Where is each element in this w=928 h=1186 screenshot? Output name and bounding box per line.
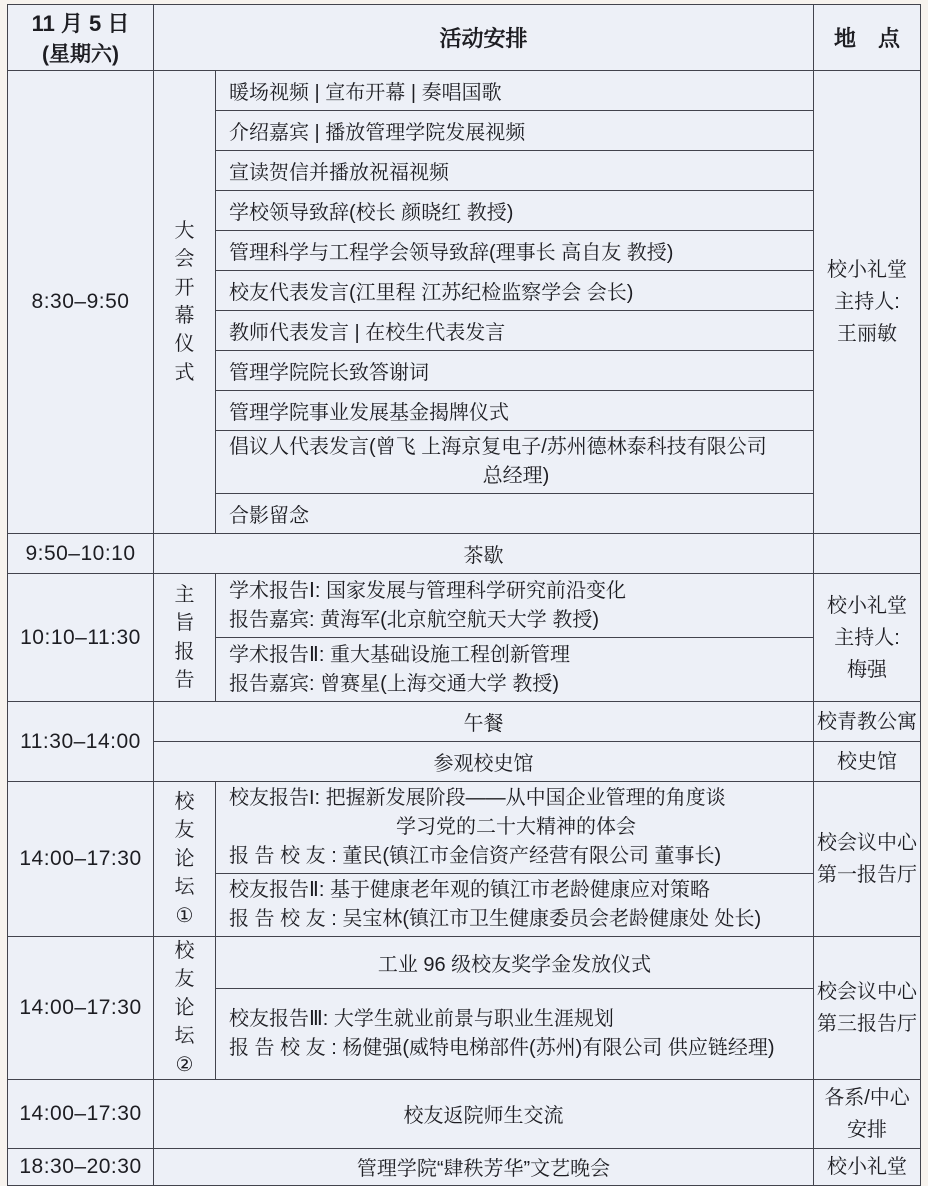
location-line: 梅强 bbox=[847, 658, 888, 681]
return-activity-cell: 校友返院师生交流 bbox=[154, 1079, 814, 1148]
talk-title-wrap: 学习党的二十大精神的体会 bbox=[396, 816, 636, 838]
keynote-section-label-cell bbox=[154, 574, 216, 702]
keynote-location-cell bbox=[814, 574, 921, 702]
header-weekday: (星期六) bbox=[42, 43, 119, 66]
activity-cell: 管理学院事业发展基金揭牌仪式 bbox=[216, 391, 814, 431]
talk-title: 校友报告I: 把握新发展阶段——从中国企业管理的角度谈 bbox=[229, 787, 726, 809]
activity-cell: 宣读贺信并播放祝福视频 bbox=[216, 151, 814, 191]
activity-cell: 管理学院院长致答谢词 bbox=[216, 351, 814, 391]
header-activity-cell: 活动安排 bbox=[154, 5, 814, 71]
keynote-row-1 bbox=[8, 574, 921, 638]
forum2-section-label-cell bbox=[154, 937, 216, 1080]
activity-cell: 管理科学与工程学会领导致辞(理事长 高自友 教授) bbox=[216, 231, 814, 271]
talk-speaker: 报 告 校 友 : 吴宝林(镇江市卫生健康委员会老龄健康处 处长) bbox=[229, 908, 762, 930]
forum1-time-cell: 14:00–17:30 bbox=[8, 782, 154, 937]
activity-cell bbox=[216, 431, 814, 494]
talk-speaker: 报告嘉宾: 曾赛星(上海交通大学 教授) bbox=[229, 672, 559, 695]
header-date-cell bbox=[8, 5, 154, 71]
forum1-section-label-cell bbox=[154, 782, 216, 937]
location-line: 各系/中心 bbox=[824, 1086, 910, 1109]
talk-title: 学术报告Ⅱ: 重大基础设施工程创新管理 bbox=[229, 643, 570, 666]
return-visit-row bbox=[8, 1079, 921, 1148]
talk-speaker: 报 告 校 友 : 杨健强(威特电梯部件(苏州)有限公司 供应链经理) bbox=[229, 1036, 775, 1059]
museum-location-cell: 校史馆 bbox=[814, 742, 921, 782]
forum1-row-1 bbox=[8, 782, 921, 874]
location-line: 安排 bbox=[847, 1118, 888, 1141]
tea-location-cell bbox=[814, 534, 921, 574]
header-location-cell: 地 点 bbox=[814, 5, 921, 71]
proposal-line-2: 总经理) bbox=[482, 465, 550, 487]
opening-location-cell bbox=[814, 71, 921, 534]
forum2-time-cell: 14:00–17:30 bbox=[8, 937, 154, 1080]
activity-cell bbox=[216, 988, 814, 1079]
location-line: 校小礼堂 bbox=[827, 259, 908, 281]
tea-activity-cell: 茶歇 bbox=[154, 534, 814, 574]
location-line: 校会议中心 bbox=[817, 980, 918, 1003]
forum1-section-label: 校友论坛① bbox=[174, 791, 195, 927]
activity-cell: 教师代表发言 | 在校生代表发言 bbox=[216, 311, 814, 351]
return-location-cell bbox=[814, 1079, 921, 1148]
activity-cell bbox=[216, 874, 814, 937]
gala-activity-cell: 管理学院“肆秩芳华”文艺晚会 bbox=[154, 1148, 814, 1185]
forum1-location-cell bbox=[814, 782, 921, 937]
opening-time-cell: 8:30–9:50 bbox=[8, 71, 154, 534]
ceremony-activity-cell: 工业 96 级校友奖学金发放仪式 bbox=[216, 937, 814, 989]
location-line: 第一报告厅 bbox=[817, 864, 918, 886]
forum2-row-1 bbox=[8, 937, 921, 989]
location-line: 校会议中心 bbox=[817, 832, 918, 854]
header-row bbox=[8, 5, 921, 71]
location-line: 主持人: bbox=[834, 291, 900, 313]
return-time-cell: 14:00–17:30 bbox=[8, 1079, 154, 1148]
opening-section-label-cell bbox=[154, 71, 216, 534]
proposal-line-1: 倡议人代表发言(曾飞 上海京复电子/苏州德林泰科技有限公司 bbox=[229, 436, 767, 458]
activity-cell bbox=[216, 638, 814, 702]
activity-cell: 暖场视频 | 宣布开幕 | 奏唱国歌 bbox=[216, 71, 814, 111]
keynote-time-cell: 10:10–11:30 bbox=[8, 574, 154, 702]
activity-cell: 合影留念 bbox=[216, 494, 814, 534]
activity-cell bbox=[216, 782, 814, 874]
activity-cell bbox=[216, 574, 814, 638]
talk-title: 校友报告Ⅱ: 基于健康老年观的镇江市老龄健康应对策略 bbox=[229, 879, 710, 901]
lunch-activity-cell: 午餐 bbox=[154, 702, 814, 742]
location-line: 主持人: bbox=[834, 626, 900, 649]
activity-cell: 介绍嘉宾 | 播放管理学院发展视频 bbox=[216, 111, 814, 151]
museum-activity-cell: 参观校史馆 bbox=[154, 742, 814, 782]
location-line: 王丽敏 bbox=[837, 323, 898, 345]
forum2-section-label: 校友论坛② bbox=[174, 940, 195, 1076]
opening-section-label: 大会开幕仪式 bbox=[174, 219, 195, 384]
activity-cell: 学校领导致辞(校长 颜晓红 教授) bbox=[216, 191, 814, 231]
header-date: 11 月 5 日 bbox=[31, 11, 130, 36]
forum2-location-cell bbox=[814, 937, 921, 1080]
location-line: 第三报告厅 bbox=[817, 1012, 918, 1035]
lunch-row-1 bbox=[8, 702, 921, 742]
lunch-location-cell: 校青教公寓 bbox=[814, 702, 921, 742]
keynote-section-label: 主旨报告 bbox=[174, 583, 195, 691]
opening-row-1 bbox=[8, 71, 921, 111]
lunch-time-cell: 11:30–14:00 bbox=[8, 702, 154, 782]
talk-title: 校友报告Ⅲ: 大学生就业前景与职业生涯规划 bbox=[229, 1007, 614, 1030]
activity-cell: 校友代表发言(江里程 江苏纪检监察学会 会长) bbox=[216, 271, 814, 311]
schedule-table bbox=[7, 4, 921, 1186]
gala-time-cell: 18:30–20:30 bbox=[8, 1148, 154, 1185]
talk-speaker: 报 告 校 友 : 董民(镇江市金信资产经营有限公司 董事长) bbox=[229, 845, 722, 867]
talk-title: 学术报告Ⅰ: 国家发展与管理科学研究前沿变化 bbox=[229, 579, 627, 602]
location-line: 校小礼堂 bbox=[827, 594, 908, 617]
tea-break-row bbox=[8, 534, 921, 574]
talk-speaker: 报告嘉宾: 黄海军(北京航空航天大学 教授) bbox=[229, 608, 599, 631]
gala-row bbox=[8, 1148, 921, 1185]
tea-time-cell: 9:50–10:10 bbox=[8, 534, 154, 574]
gala-location-cell: 校小礼堂 bbox=[814, 1148, 921, 1185]
